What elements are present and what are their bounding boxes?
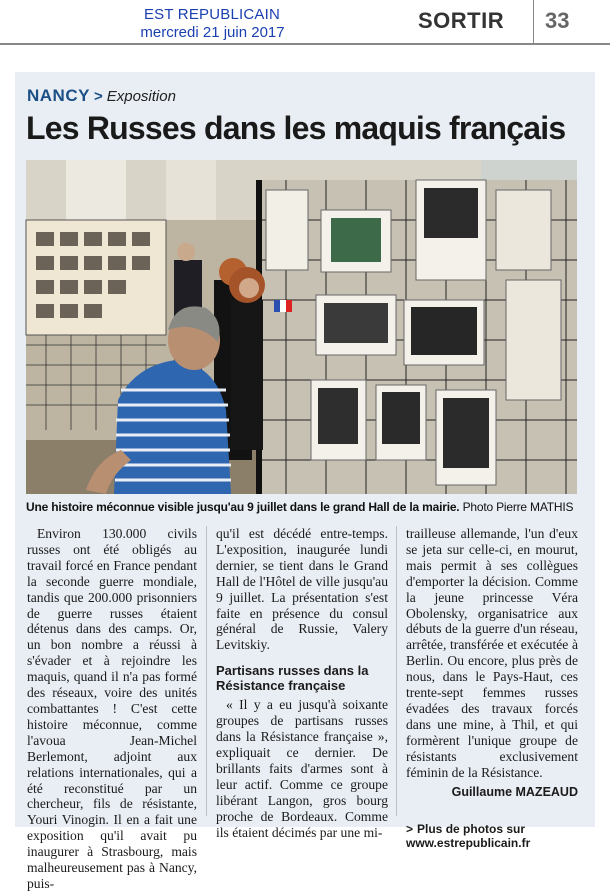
column-divider <box>396 526 397 816</box>
column-divider <box>206 526 207 816</box>
section-label: SORTIR <box>418 8 505 33</box>
article-headline: Les Russes dans les maquis français <box>26 110 566 146</box>
exhibition-photo-illustration <box>26 160 577 494</box>
publication-date: mercredi 21 juin 2017 <box>140 24 285 41</box>
author-byline: Guillaume MAZEAUD <box>451 784 578 799</box>
article-column-2 <box>216 526 388 840</box>
article-subheading: Partisans russes dans la Résistance française <box>216 663 369 694</box>
body-paragraph <box>216 697 388 840</box>
publication-name: EST REPUBLICAIN <box>143 6 281 23</box>
body-paragraph <box>27 526 197 892</box>
page-number: 33 <box>545 8 570 33</box>
more-photos-link[interactable] <box>406 822 578 850</box>
article-column-3 <box>406 526 578 850</box>
location-label: NANCY <box>27 86 90 105</box>
more-photos-url[interactable]: www.estrepublicain.fr <box>406 836 531 851</box>
chevron-right-icon: > <box>93 88 103 105</box>
photo-caption <box>26 500 586 514</box>
body-text-part: qu'il est décédé entre-temps. L'exposition, inaugurée lundi dernier, se tient dans le Grand Hall de l'Hôtel de ville jusqu'au 9 juillet. La présentation s'est faite en présence du consul général de Russie, Valery Levitskiy. <box>216 526 388 653</box>
article-column-1 <box>27 526 197 892</box>
article-photo <box>26 160 577 494</box>
caption-text: Une histoire méconnue visible jusqu'au 9 juillet dans le grand Hall de la mairie. <box>26 500 460 514</box>
category-label: Exposition <box>106 88 176 105</box>
masthead-divider <box>533 0 534 44</box>
body-paragraph-continued <box>406 526 578 781</box>
photo-credit: Photo Pierre MATHIS <box>462 500 574 514</box>
body-text-part: « Il y a eu jusqu'à soixante groupes de partisans russes dans la Résistance française », expliquait ce dernier. De brillants faits d'armes sont à leur actif. Comme ce groupe libérant Langon, gros bourg proche de Bordeaux. Comme ils étaient décimés par une mi- <box>216 697 388 840</box>
body-text-part: trailleuse allemande, l'un d'eux se jeta sur celle-ci, en mourut, mais permit à ses collègues d'emporter la décision. Comme la jeune princesse Véra Obolensky, organisatrice aux débuts de la guerre d'un réseau, arrêtée, transférée et exécutée à Berlin. Ou encore, plus près de nous, dans le Pays-Haut, ces trente-sept femmes russes évadées des travaux forcés dans une mine, à Thil, et qui formèrent l'unique groupe de résistants exclusivement féminin de la Résistance. <box>406 526 578 780</box>
masthead <box>0 0 610 44</box>
body-text-part: Environ 130.000 civils russes ont été obligés au travail forcé en France pendant la seconde guerre mondiale, tandis que 200.000 prisonniers de guerre russes étaient détenus dans des camps. Or, un bon nombre a réussi à s'évader et à rejoindre les maquis, quand il n'a pas formé des réseaux, voire des unités combattantes ! C'est cette histoire méconnue, comme l'avoua Jean-Michel Berlemont, adjoint aux relations internationales, qui a été reconstitué par un chercheur, fils de résistante, Youri Vinogin. Il en a fait une exposition qu'il avait pu inaugurer à Strasbourg, mais malheureusement pas à Nancy, puis- <box>27 526 197 891</box>
chevron-right-icon: > <box>406 822 414 837</box>
more-photos-label: Plus de photos sur <box>417 822 526 837</box>
body-paragraph-continued <box>216 526 388 653</box>
article-kicker <box>27 86 176 106</box>
masthead-rule <box>0 43 610 45</box>
